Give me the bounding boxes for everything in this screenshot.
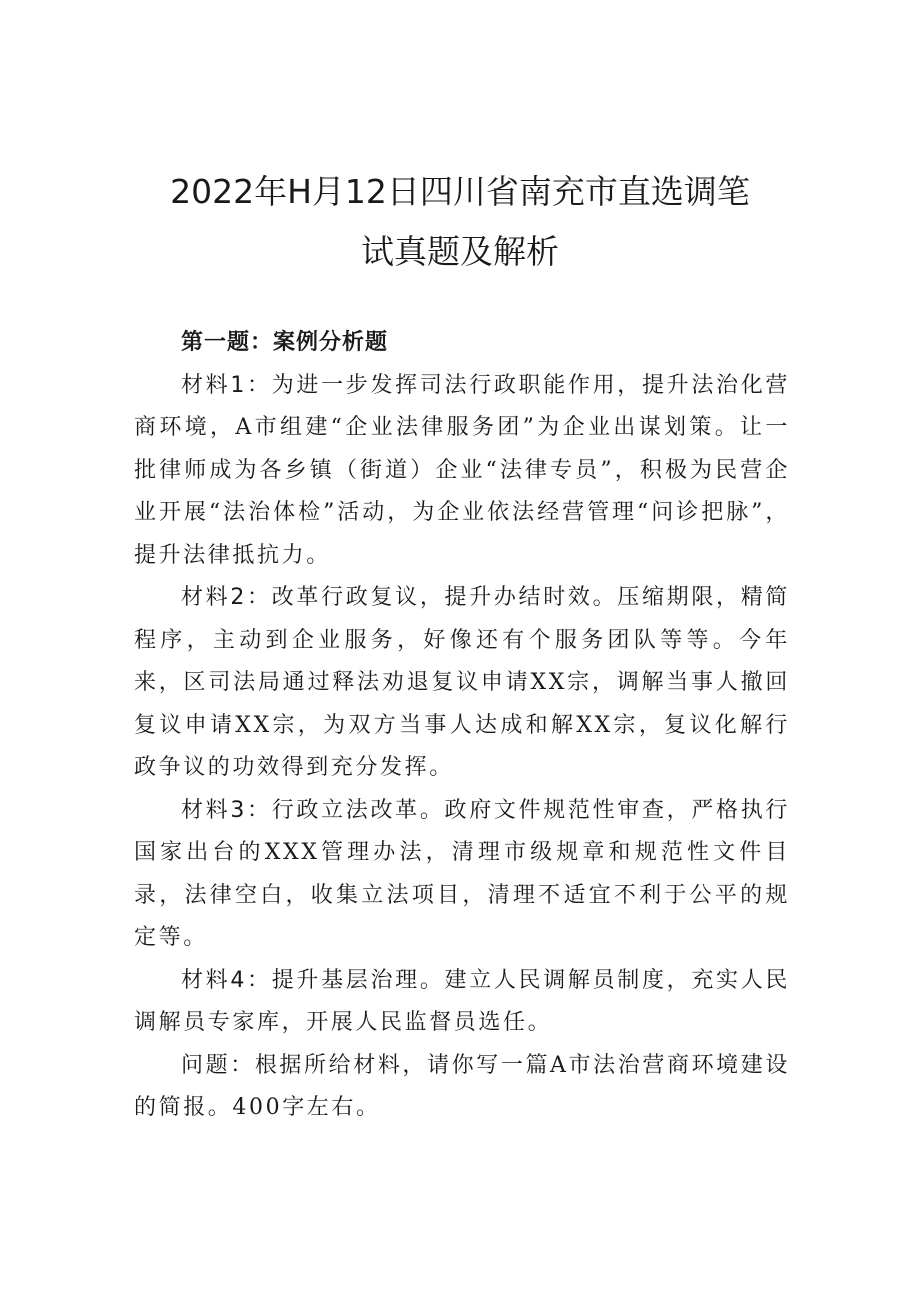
question-text: 根据所给材料，请你写一篇A市法治营商环境建设的简报。400字左右。: [134, 1052, 790, 1120]
document-body: [134, 322, 790, 1130]
material-text: 行政立法改革。政府文件规范性审查，严格执行国家出台的XXX管理办法，清理市级规章和规范性文件目录，法律空白，收集立法项目，清理不适宜不利于公平的规定等。: [134, 797, 790, 950]
material-paragraph-3: [134, 790, 790, 960]
document-title-line-2: 试真题及解析: [361, 232, 559, 271]
material-paragraph-1: [134, 365, 790, 578]
section-heading-text: 第一题：案例分析题: [181, 330, 389, 355]
material-label: 材料3：: [181, 797, 272, 823]
material-paragraph-2: [134, 577, 790, 790]
material-text: 为进一步发挥司法行政职能作用，提升法治化营商环境，A市组建“企业法律服务团”为企业出谋划策。让一批律师成为各乡镇（街道）企业“法律专员”，积极为民营企业开展“法治体检”活动，为企业依法经营管理“问诊把脉”，提升法律抵抗力。: [134, 372, 790, 568]
material-text: 改革行政复议，提升办结时效。压缩期限，精简程序，主动到企业服务，好像还有个服务团队等等。今年来，区司法局通过释法劝退复议申请XX宗，调解当事人撤回复议申请XX宗，为双方当事人达成和解XX宗，复议化解行政争议的功效得到充分发挥。: [134, 585, 790, 780]
material-label: 材料2：: [181, 585, 272, 610]
material-paragraph-4: [134, 960, 790, 1045]
question-paragraph: [134, 1045, 790, 1130]
section-heading: [134, 322, 790, 365]
material-label: 材料4：: [181, 967, 272, 993]
question-label: 问题：: [181, 1052, 255, 1078]
material-label: 材料1：: [181, 372, 272, 398]
material-text: 提升基层治理。建立人民调解员制度，充实人民调解员专家库，开展人民监督员选任。: [134, 967, 790, 1035]
document-title-line-1: 2022年H月12日四川省南充市直选调笔: [170, 172, 750, 211]
